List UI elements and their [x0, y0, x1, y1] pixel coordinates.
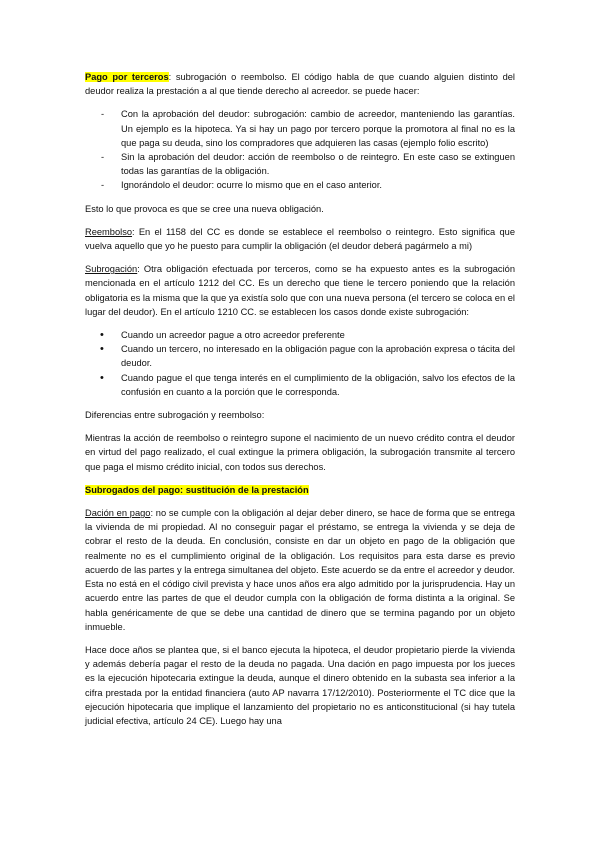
paragraph-subrogacion [85, 262, 515, 319]
heading-subrogacion: Subrogación [85, 264, 138, 275]
paragraph-hace-doce-anos: Hace doce años se plantea que, si el banco ejecuta la hipoteca, el deudor propietario pierde la vivienda y además debería pagar el resto de la deuda no pagada. Una dación en pago impuesta por los jueces es la ejecución hipotecaria extingue la deuda, aunque el dinero obtenido en la subasta sea inferior a la cifra prestada por la entidad financiera (auto AP navarra 17/12/2010). Posteriormente el TC dice que la ejecución hipotecaria que implique el lanzamiento del propietario no es anticonstitucional (si hay tutela judicial efectiva, artículo 24 CE). Luego hay una [85, 644, 515, 726]
paragraph-text: : subrogación o reembolso. El código habla de que cuando alguien distinto del deudor realiza la prestación a al que tiende derecho al acreedor. se puede hacer: [85, 72, 515, 97]
list-item: - Ignorándolo el deudor: ocurre lo mismo que en el caso anterior. [85, 178, 515, 192]
heading-dacion-en-pago: Dación en pago [85, 508, 151, 519]
list-item: - Con la aprobación del deudor: subrogación: cambio de acreedor, manteniendo las garantías. Un ejemplo es la hipoteca. Ya si hay un pago por tercero porque la promotora al final no es la que paga su deuda, sino los compradores que adquieren las casas (ejemplo folio escrito) [85, 107, 515, 150]
list-casos-subrogacion [85, 328, 515, 399]
list-modalidades [85, 107, 515, 192]
heading-reembolso: Reembolso [85, 226, 133, 237]
list-item: • Cuando un tercero, no interesado en la obligación pague con la aprobación expresa o tácita del deudor. [85, 342, 515, 370]
paragraph-text: : Otra obligación efectuada por terceros, como se ha expuesto antes es la subrogación mencionada en el artículo 1212 del CC. Es un derecho que tiene le tercero poniendo que la relación obligatoria es la misma que la que ya existía solo que con una nueva persona (el tercero se coloca en el lugar del deudor). En el artículo 1210 CC. se establecen los casos donde existe subrogación: [85, 264, 515, 317]
paragraph-reembolso [85, 225, 515, 253]
paragraph-mientras: Mientras la acción de reembolso o reintegro supone el nacimiento de un nuevo crédito contra el deudor en virtud del pago realizado, el cual extingue la primera obligación, la subrogación transmite al tercero que paga el mismo crédito inicial, con todos sus derechos. [85, 433, 515, 472]
paragraph-dacion-en-pago [85, 506, 515, 634]
paragraph-text: : no se cumple con la obligación al dejar deber dinero, se hace de forma que se entrega la vivienda de mi propiedad. Al no conseguir pagar el préstamo, se entrega la vivienda y se deja de cobrar el resto de la deuda. En conclusión, consiste en dar un objeto en pago de la obligación que realmente no es el cumplimiento original de la obligación. Los requisitos para esta darse es previo acuerdo de las partes y la entrega simultanea del objeto. Este acuerdo se da entre el acreedor y deudor. Esta no está en el código civil prevista y hace unos años era algo admitido por la jurisprudencia. Hay un acuerdo entre las partes de que el deudor cumpla con la obligación de forma distinta a la original. Se habla genéricamente de que se debe una cantidad de dinero que se termina pagando por un objeto inmueble. [85, 508, 515, 632]
list-item: - Sin la aprobación del deudor: acción de reembolso o de reintegro. En este caso se extinguen todas las garantías de la obligación. [85, 150, 515, 178]
paragraph-nueva-obligacion: Esto lo que provoca es que se cree una nueva obligación. [85, 203, 324, 214]
paragraph-pago-por-terceros [85, 70, 515, 98]
paragraph-diferencias: Diferencias entre subrogación y reembolso: [85, 410, 265, 421]
list-item: • Cuando pague el que tenga interés en el cumplimiento de la obligación, salvo los efectos de la confusión en cuanto a la porción que le corresponda. [85, 371, 515, 399]
heading-pago-por-terceros: Pago por terceros [85, 72, 169, 82]
list-item: • Cuando un acreedor pague a otro acreedor preferente [85, 328, 515, 342]
paragraph-text: : En el 1158 del CC es donde se establece el reembolso o reintegro. Esto significa que vuelva aquello que yo he puesto para cumplir la obligación (el deudor deberá pagármelo a mi) [85, 226, 515, 252]
section-heading-subrogados [85, 483, 515, 497]
heading-subrogados-del-pago: Subrogados del pago: sustitución de la prestación [85, 484, 309, 495]
